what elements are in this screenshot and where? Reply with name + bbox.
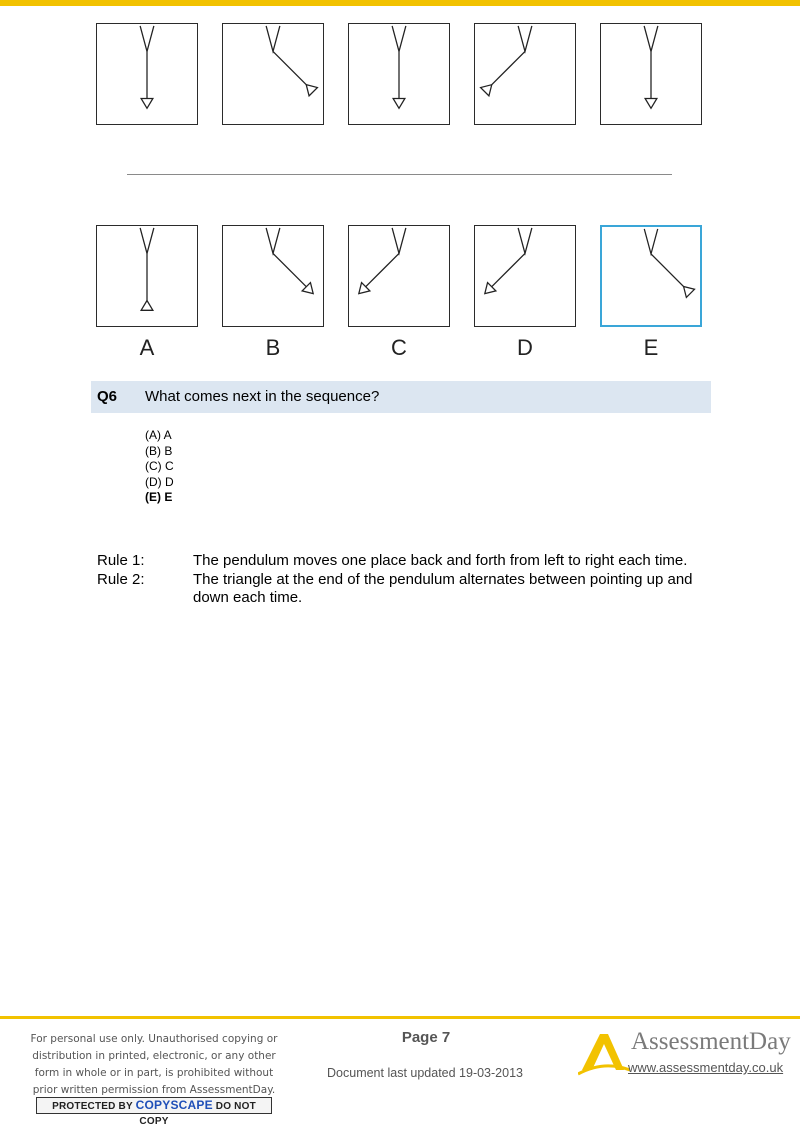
pendulum-rod <box>273 253 306 286</box>
pendulum-pivot <box>392 26 406 51</box>
notice-line: prior written permission from AssessmentDay. <box>32 1084 276 1096</box>
option-letter: C <box>391 335 407 360</box>
option-letter: E <box>643 335 659 360</box>
pendulum-rod <box>651 254 684 287</box>
pendulum-triangle <box>684 286 695 297</box>
choice-a[interactable]: (A) A <box>145 428 172 442</box>
notice-line: form in whole or in part, is prohibited without <box>34 1067 274 1079</box>
copyscape-suffix: DO NOT COPY <box>139 1101 256 1127</box>
rule-1 <box>97 552 717 571</box>
answer-choices <box>145 428 174 506</box>
rule-label: Rule 2: <box>97 570 145 588</box>
sequence-panel <box>474 23 576 125</box>
copyscape-brand: COPYSCAPE <box>135 1098 213 1112</box>
pendulum-rod <box>492 51 525 84</box>
pendulum-figure <box>349 226 449 326</box>
sequence-panel <box>348 23 450 125</box>
pendulum-rod <box>366 253 399 286</box>
pendulum-triangle <box>393 99 405 109</box>
pendulum-figure <box>97 226 197 326</box>
sequence-panel <box>600 23 702 125</box>
pendulum-pivot <box>644 26 658 51</box>
copyscape-prefix: PROTECTED BY <box>52 1101 133 1112</box>
rule-text: The triangle at the end of the pendulum alternates between pointing up and down each time. <box>193 570 693 606</box>
pendulum-triangle <box>645 99 657 109</box>
choice-e[interactable]: (E) E <box>145 490 173 504</box>
option-panel[interactable] <box>96 225 198 327</box>
section-divider <box>127 174 672 175</box>
top-accent-rule <box>0 0 800 6</box>
copyscape-badge[interactable] <box>36 1097 272 1127</box>
choice-d[interactable]: (D) D <box>145 474 174 489</box>
pendulum-rod <box>492 253 525 286</box>
option-letter: A <box>139 335 155 360</box>
choice-c[interactable]: (C) C <box>145 459 174 473</box>
website-link[interactable]: www.assessmentday.co.uk <box>628 1060 784 1075</box>
pendulum-pivot <box>266 228 280 253</box>
pendulum-triangle <box>481 85 492 96</box>
pendulum-rod <box>273 51 306 84</box>
question-bar <box>91 381 711 413</box>
pendulum-figure <box>601 24 701 124</box>
option-panel[interactable] <box>222 225 324 327</box>
option-panel[interactable] <box>474 225 576 327</box>
pendulum-figure <box>475 226 575 326</box>
choice-b[interactable]: (B) B <box>145 443 173 458</box>
pendulum-pivot <box>266 26 280 51</box>
pendulum-figure <box>97 24 197 124</box>
copyright-notice <box>18 1031 290 1099</box>
pendulum-pivot <box>518 228 532 253</box>
pendulum-triangle <box>141 301 153 311</box>
pendulum-figure <box>602 227 700 325</box>
option-panel[interactable] <box>348 225 450 327</box>
pendulum-figure <box>349 24 449 124</box>
rule-2 <box>97 571 717 608</box>
pendulum-triangle <box>141 99 153 109</box>
sequence-panel <box>222 23 324 125</box>
notice-line: For personal use only. Unauthorised copying or <box>30 1033 278 1045</box>
rule-label: Rule 1: <box>97 552 145 569</box>
rules-section <box>97 552 717 608</box>
option-panel[interactable] <box>600 225 702 327</box>
pendulum-pivot <box>644 229 657 254</box>
sequence-panel <box>96 23 198 125</box>
footer-accent-rule <box>0 1016 800 1019</box>
pendulum-pivot <box>392 228 406 253</box>
assessmentday-logo-icon <box>578 1030 630 1076</box>
brand-name: AssessmentDay <box>631 1028 791 1055</box>
option-letter: B <box>265 335 281 360</box>
page-number: Page 7 <box>401 1029 451 1046</box>
pendulum-pivot <box>140 26 154 51</box>
question-text: What comes next in the sequence? <box>145 388 380 405</box>
pendulum-pivot <box>140 228 154 253</box>
pendulum-figure <box>475 24 575 124</box>
pendulum-triangle <box>306 85 317 96</box>
question-number: Q6 <box>97 388 118 405</box>
option-letter: D <box>517 335 533 360</box>
pendulum-pivot <box>518 26 532 51</box>
last-updated: Document last updated 19-03-2013 <box>327 1066 523 1080</box>
notice-line: distribution in printed, electronic, or any other <box>32 1050 276 1062</box>
pendulum-figure <box>223 24 323 124</box>
pendulum-figure <box>223 226 323 326</box>
rule-text: The pendulum moves one place back and forth from left to right each time. <box>193 552 688 569</box>
